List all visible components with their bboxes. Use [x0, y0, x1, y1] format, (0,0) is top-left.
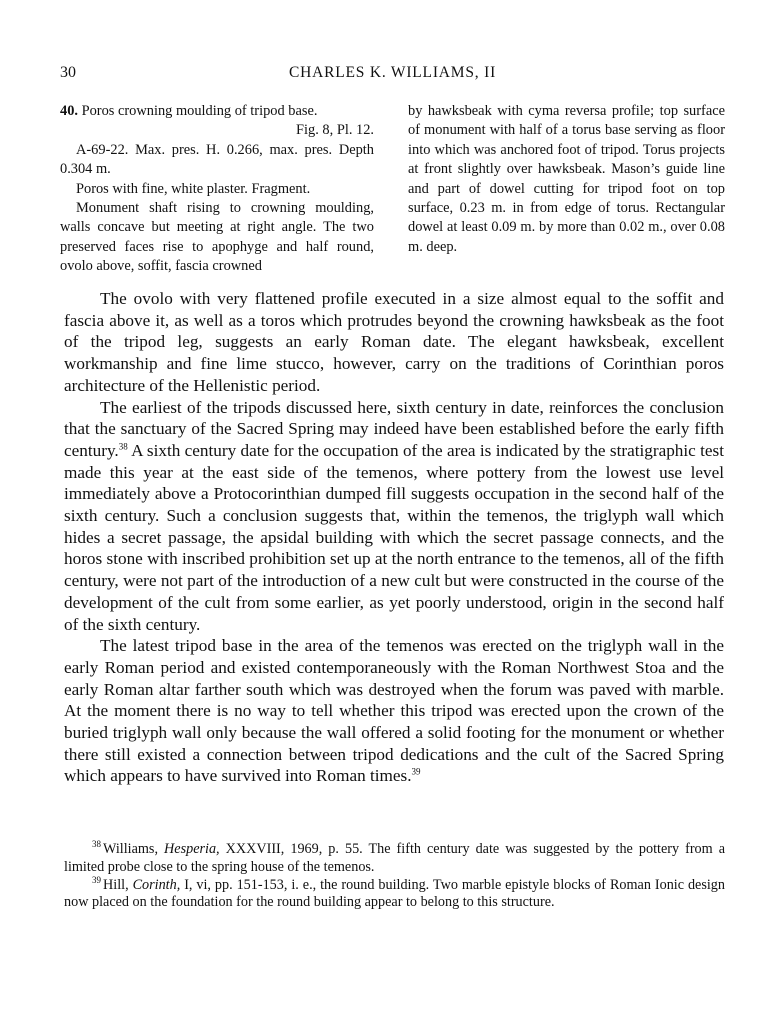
catalog-entry-number: 40. — [60, 103, 78, 119]
body-paragraph-1: The ovolo with very flattened profile executed in a size almost equal to the soffit and fascia above it, as well as a toros which protrudes beyond the crowning hawksbeak as the foot of the tripod leg, suggests an early Roman date. The elegant hawksbeak, excellent workmanship and fine lime stucco, however, carry on the traditions of Corinthian poros architecture of the Hellenistic period. — [64, 289, 724, 395]
footnote-38-mark: 38 — [92, 839, 101, 850]
footnote-39-author: Hill, — [103, 876, 133, 893]
body-paragraph-3 — [64, 635, 724, 787]
page-number: 30 — [60, 64, 76, 81]
footnote-39-text: I, vi, pp. 151-153, i. e., the round building. Two marble epistyle blocks of Roman Ionic design now placed on the foundation for the round building appear to belong to this structure. — [64, 876, 725, 911]
catalog-entry-right-column — [408, 102, 725, 257]
page-header — [60, 64, 725, 86]
footnote-38-author: Williams, — [103, 841, 165, 857]
catalog-entry-description-right: by hawksbeak with cyma reversa profile; top surface of monument with half of a torus base serving as floor into which was anchored foot of tripod. Torus projects at front slightly over hawksbeak. Mason’s guide line and part of dowel cutting for tripod foot on top surface, 0.23 m. in from edge of torus. Rectangular dowel at least 0.09 m. by more than 0.02 m., over 0.08 m. deep. — [408, 103, 725, 255]
footnote-39 — [64, 874, 725, 913]
footnotes — [64, 841, 725, 912]
footnote-ref-39: 39 — [411, 766, 421, 777]
catalog-entry-inventory: A-69-22. Max. pres. H. 0.266, max. pres. Depth 0.304 m. — [60, 141, 374, 178]
catalog-entry-heading — [60, 102, 374, 121]
catalog-entry-description-left: Monument shaft rising to crowning moulding, walls concave but meeting at right angle. The two preserved faces rise to apophyge and half round, ovolo above, soffit, fascia crowned — [60, 200, 374, 275]
body-paragraph-2-part-b: A sixth century date for the occupation of the area is indicated by the stratigraphic test made this year at the east side of the temenos, where pottery from the lowest use level immediately above a Protocorinthian dumped fill suggests occupation in the second half of the sixth century. Such a conclusion suggests that, within the temenos, the triglyph wall which hides a secret passage, the apsidal building with which the secret passage connects, and the horos stone with inscribed prohibition set up at the north entrance to the temenos, all of the fifth century, were not part of the introduction of a new cult but were constructed in the course of the development of the cult from some earlier, as yet poorly understood, origin in the second half of the sixth century. — [64, 440, 724, 634]
running-head: CHARLES K. WILLIAMS, II — [288, 64, 497, 81]
body-paragraph-3-text: The latest tripod base in the area of the temenos was erected on the triglyph wall in the early Roman period and existed contemporaneously with the Roman Northwest Stoa and the early Roman altar farther south which was destroyed when the forum was paved with marble. At the moment there is no way to tell whether this tripod was erected upon the crown of the buried triglyph wall only because the wall offered a solid footing for the monument or whether there still existed a connection between tripod dedications and the cult of the Sacred Spring which appears to have survived into Roman times. — [64, 636, 724, 786]
footnote-38-journal: Hesperia, — [164, 841, 220, 857]
catalog-entry-material: Poros with fine, white plaster. Fragment. — [76, 180, 311, 197]
footnote-39-mark: 39 — [92, 874, 101, 885]
footnote-39-journal: Corinth, — [132, 876, 181, 893]
footnote-ref-38: 38 — [118, 441, 128, 452]
footnote-38-text: XXXVIII, 1969, p. 55. The fifth century date was suggested by the pottery from a limited probe close to the spring house of the temenos. — [64, 841, 726, 875]
catalog-entry-left-column — [60, 102, 374, 277]
figure-reference: Fig. 8, Pl. 12. — [296, 122, 374, 139]
body-paragraph-2-part-a: The earliest of the tripods discussed here, sixth century in date, reinforces the conclusion that the sanctuary of the Sacred Spring may indeed have been established before the early fifth century. — [64, 397, 724, 460]
body-paragraph-2 — [64, 397, 724, 636]
main-body-text — [64, 288, 724, 787]
footnote-38 — [64, 841, 725, 877]
catalog-entry-title: Poros crowning moulding of tripod base. — [81, 103, 318, 119]
